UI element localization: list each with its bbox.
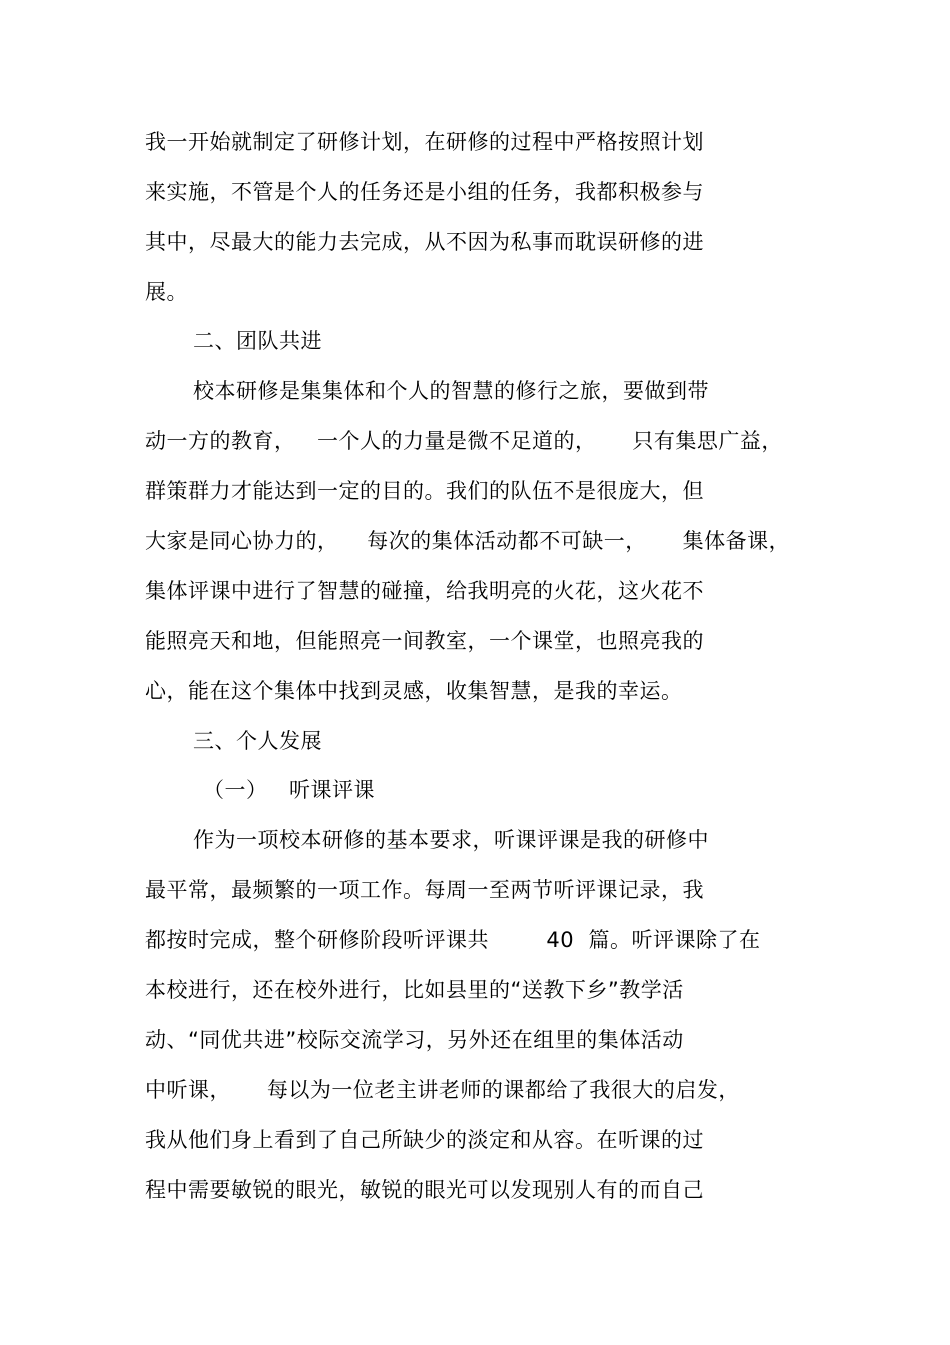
section-heading: 二、团队共进 bbox=[193, 329, 322, 353]
section-heading: 三、个人发展 bbox=[193, 729, 322, 753]
paragraph-line: 集体评课中进行了智慧的碰撞，给我明亮的火花，这火花不 bbox=[145, 579, 704, 603]
paragraph-line: 本校进行，还在校外进行，比如县里的“送教下乡”教学活 bbox=[145, 978, 684, 1002]
paragraph-line: 我一开始就制定了研修计划，在研修的过程中严格按照计划 bbox=[145, 130, 704, 154]
paragraph-line: 程中需要敏锐的眼光，敏锐的眼光可以发现别人有的而自己 bbox=[145, 1178, 704, 1202]
paragraph-line: 作为一项校本研修的基本要求，听课评课是我的研修中 bbox=[193, 828, 709, 852]
paragraph-line: 能照亮天和地，但能照亮一间教室，一个课堂，也照亮我的 bbox=[145, 629, 704, 653]
paragraph-line: 都按时完成，整个研修阶段听评课共 40 篇。听评课除了在 bbox=[145, 928, 761, 952]
paragraph-line: 群策群力才能达到一定的目的。我们的队伍不是很庞大，但 bbox=[145, 479, 704, 503]
paragraph-line: 中听课， 每以为一位老主讲老师的课都给了我很大的启发， bbox=[145, 1078, 740, 1102]
paragraph-line: 动一方的教育， 一个人的力量是微不足道的， 只有集思广益， bbox=[145, 429, 783, 453]
subsection-heading: （一） 听课评课 bbox=[203, 778, 376, 802]
paragraph-line: 最平常，最频繁的一项工作。每周一至两节听评课记录，我 bbox=[145, 878, 704, 902]
paragraph-line: 心，能在这个集体中找到灵感，收集智慧，是我的幸运。 bbox=[145, 679, 683, 703]
paragraph-line: 我从他们身上看到了自己所缺少的淡定和从容。在听课的过 bbox=[145, 1128, 704, 1152]
paragraph-line: 其中，尽最大的能力去完成，从不因为私事而耽误研修的进 bbox=[145, 230, 704, 254]
paragraph-line: 大家是同心协力的， 每次的集体活动都不可缺一， 集体备课， bbox=[145, 529, 791, 553]
paragraph-line: 来实施，不管是个人的任务还是小组的任务，我都积极参与 bbox=[145, 180, 704, 204]
paragraph-line: 展。 bbox=[145, 280, 188, 304]
paragraph-line: 校本研修是集集体和个人的智慧的修行之旅，要做到带 bbox=[193, 379, 709, 403]
paragraph-line: 动、“同优共进”校际交流学习，另外还在组里的集体活动 bbox=[145, 1028, 684, 1052]
